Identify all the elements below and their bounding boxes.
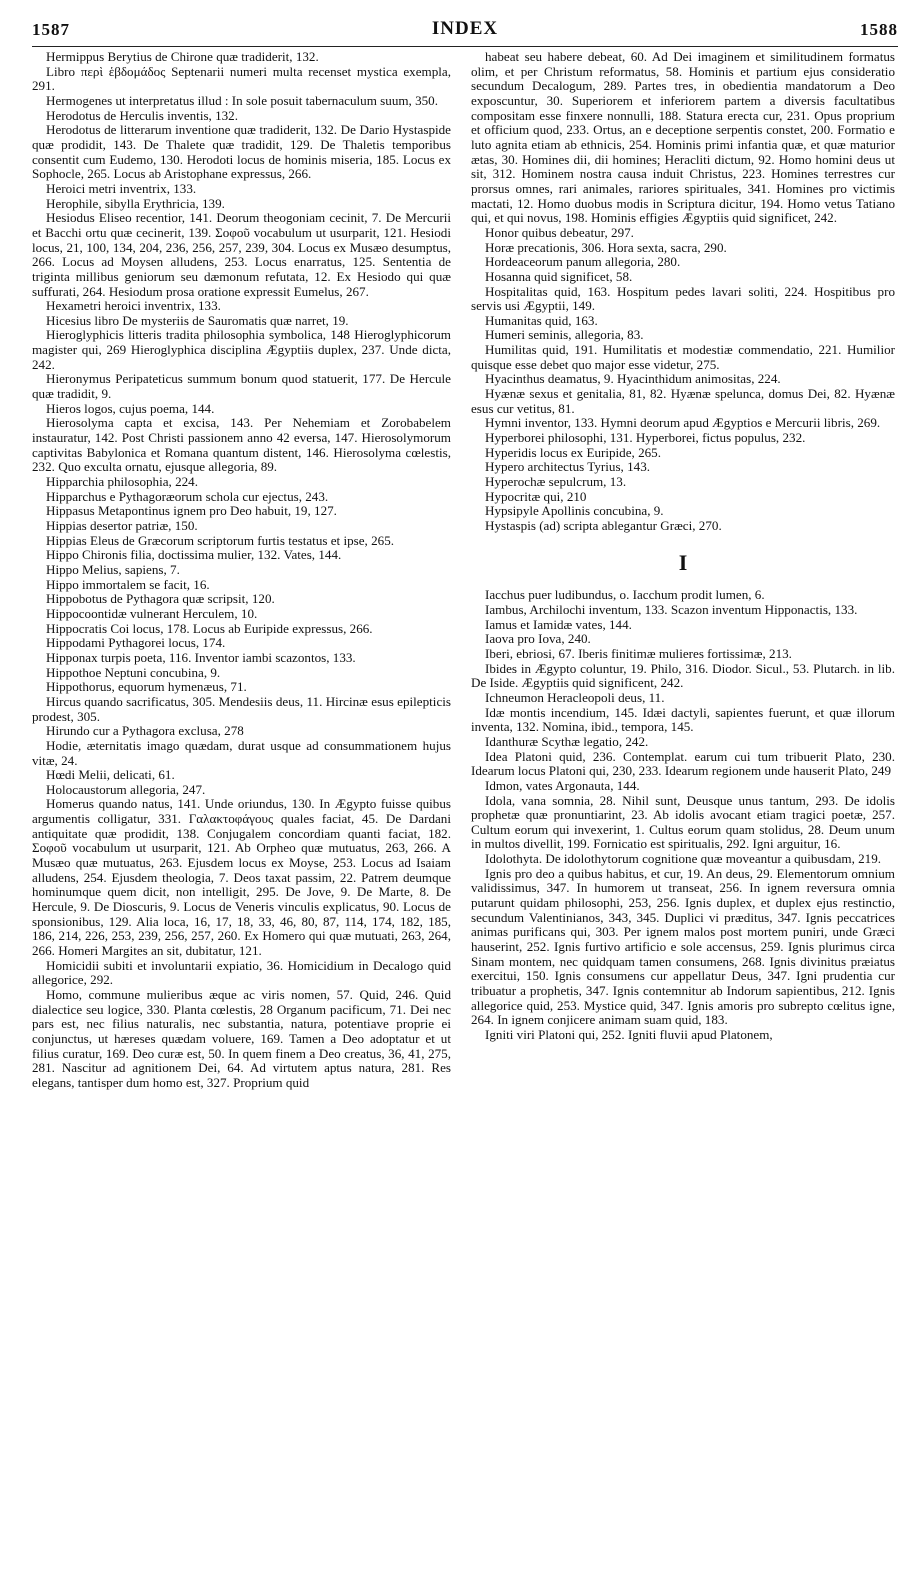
index-entry: Hermogenes ut interpretatus illud : In sole posuit tabernaculum suum, 350. [46, 92, 439, 108]
index-entry: Ibides in Ægypto coluntur, 19. Philo, 316. Diodor. Sicul., 53. Plutarch. in lib. De Iside. Ægyptiis quid significent, 242. [471, 660, 895, 691]
index-entry: Humanitas quid, 163. [485, 312, 598, 328]
index-entry: habeat seu habere debeat, 60. Ad Dei imaginem et similitudinem formatus olim, et per Christum reformatus, 58. Hominis et partium ejus consideratio secundum Decalogum, 289. Partes tres, in obedientia mandatorum a Deo exposcuntur, 30. Superiorem et inferiorem partem a diversis facultatibus compositam esse finxere nonnulli, 188. Statura erecta cur, 231. Opus proprium et officium quod, 233. Ortus, an e deceptione serpentis constet, 200. Formatio e luto agnita etiam ab ethnicis, 254. Hominis primi infantia quæ, et quæ maturior ætas, 30. Homines dii, dii homines; Heracliti dictum, 92. Homo homini deus ut sit, 312. Hominem nostra causa induit Christus, 223. Homines terrestres cur prorsus omnes, rari animales, rariores spirituales, 341. Homines pro victimis mactati, 12. Homo duobus modis in Scriptura dicitur, 194. Homo vetus Tatiano qui, et qui novus, 198. Hominis effigies Ægyptiis quid significet, 242. [471, 49, 895, 226]
index-entry: Hieros logos, cujus poema, 144. [46, 400, 215, 416]
index-entry: Hippocratis Coi locus, 178. Locus ab Euripide expressus, 266. [46, 620, 373, 636]
index-entry: Iberi, ebriosi, 67. Iberis finitimæ mulieres fortissimæ, 213. [485, 645, 792, 661]
index-entry: Hippias Eleus de Græcorum scriptorum furtis testatus et ipse, 265. [46, 532, 395, 548]
index-entry: Hospitalitas quid, 163. Hospitum pedes lavari soliti, 224. Hospitibus pro servis usi Ægyptii, 149. [471, 283, 895, 314]
index-entry: Hexametri heroici inventrix, 133. [46, 298, 221, 314]
index-entry: Hystaspis (ad) scripta ablegantur Græci, 270. [485, 518, 722, 533]
index-entry: Hippo immortalem se facit, 16. [46, 576, 210, 592]
index-entry: Idolothyta. De idolothytorum cognitione quæ moveantur a quibusdam, 219. [485, 851, 882, 867]
index-entry: Hypocritæ qui, 210 [485, 488, 587, 504]
index-entry: Hippias desertor patriæ, 150. [46, 518, 198, 533]
index-entry: Hipponax turpis poeta, 116. Inventor iambi scazontos, 133. [46, 649, 356, 665]
index-entry: Igniti viri Platoni qui, 252. Igniti fluvii apud Platonem, [485, 1027, 773, 1042]
index-entry: Hipparchus e Pythagoræorum schola cur ejectus, 243. [46, 488, 329, 504]
index-entry: Hordeaceorum panum allegoria, 280. [485, 254, 681, 270]
index-entry: Herophile, sibylla Erythricia, 139. [46, 195, 225, 211]
index-entry: Hœdi Melii, delicati, 61. [46, 767, 175, 783]
index-entry: Hippodami Pythagorei locus, 174. [46, 635, 226, 651]
index-entry: Horæ precationis, 306. Hora sexta, sacra, 290. [485, 239, 727, 255]
index-entry: Hesiodus Eliseo recentior, 141. Deorum theogoniam cecinit, 7. De Mercurii et Bacchi ortu quæ cecinerit, 139. Σοφοῦ vocabulum ut usurparit, 121. Hesiodi locus, 21, 100, 134, 204, 236, 256, 257, 239, 304. Locus ex Musæo desumptus, 266. Locus ad Moysen alludens, 253. Locus enarratus, 125. Sententia de triginta millibus geniorum seu dæmonum refutata, 12. Ex Hesiodo qui quæ suffurati, 264. Hesiodum prosa oratione expressit Eumelus, 267. [32, 210, 451, 299]
index-entry: Hypsipyle Apollinis concubina, 9. [485, 503, 664, 519]
index-entry: Hymni inventor, 133. Hymni deorum apud Ægyptios e Mercurii libris, 269. [485, 415, 881, 431]
index-entry: Hieronymus Peripateticus summum bonum quod statuerit, 177. De Hercule quæ tradidit, 9. [32, 371, 451, 402]
index-entry: Hyperochæ sepulcrum, 13. [485, 474, 627, 490]
right-page-number: 1588 [860, 20, 898, 39]
index-entry: Homerus quando natus, 141. Unde oriundus, 130. In Ægypto fuisse quibus argumentis colligatur, 331. Γαλακτοφάγους quales faciat, 45. De Dardani antiquitate quæ prodidit, 138. Conjugalem concordiam quanti faciat, 182. Σοφοῦ vocabulum ut usurparit, 121. Ab Orpheo quæ mutuatus, 263, 266. A Musæo quæ mutuatus, 263. Ejusdem locus ex Moyse, 253. Locus ad Isaiam alludens, 254. Ejusdem theologia, 7. Deos taxat passim, 22. Patrem deumque hominumque quem dicit, non intelligit, 295. De Jove, 9. De Marte, 8. De Hercule, 9. De Dioscuris, 9. Locus de Veneris vinculis explicatus, 90. Locus de sponsionibus, 129. Alia loca, 16, 17, 18, 33, 46, 80, 87, 114, 174, 182, 185, 186, 214, 226, 253, 239, 256, 257, 260. Ex Homero qui quæ mutuati, 263, 264, 266. Homeri Margites an sit, dubitatur, 121. [32, 796, 451, 959]
index-entry: Ignis pro deo a quibus habitus, et cur, 19. An deus, 29. Elementorum omnium validissimus, 347. In humorem ut transeat, 256. In ignem reversura omnia putarunt quidam philosophi, 253, 256. Ignis duplex, et duplex ejus restinctio, secundum Valentinianos, 343, 345. Duplici vi præditus, 347. Ignis peccatrices animas purificans qui, 303. Per ignem malos post mortem puniri, unde Græci hauserint, 252. Ignis furtivo artificio e sole accensus, 259. Ignis plurimus circa Sinam montem, nec quidquam tamen consumens, 268. Ignis divinitus præiatus exercitui, 150. Ignis consumens cur appellatur Deus, 347. Igni prudentia cur tribuatur a prophetis, 347. Ignis contemnitur ab Indorum sapientibus, 212. Ignis allegorice quid, 253. Mystice quid, 347. Ignis amoris pro subrepto cœlitus igne, 264. In ignem conjicere animam suam quid, 183. [471, 865, 895, 1028]
index-entry: Hermippus Berytius de Chirone quæ tradiderit, 132. [46, 49, 319, 64]
index-entry: Homo, commune mulieribus æque ac viris nomen, 57. Quid, 246. Quid dialectice seu logice, 330. Planta cœlestis, 28 Organum pacificum, 71. Dei nec pars est, nec filius naturalis, nec substantia, natura, potentiave proprie ei conjunctus, ut hæreses quædam voluere, 169. Tamen a Deo adoptatur et ut filius curatur, 169. Deo curæ est, 50. In quem finem a Deo creatus, 36, 41, 275, 281. Nascitur ad agnitionem Dei, 64. Ad virtutem aptus natura, 281. Res elegans, tantisper dum homo est, 327. Proprium quid [32, 987, 451, 1090]
index-entry: Hyænæ sexus et genitalia, 81, 82. Hyænæ spelunca, domus Dei, 82. Hyænæ esus cur vetitus, 81. [471, 386, 895, 416]
index-entry: Hieroglyphicis litteris tradita philosophia symbolica, 148 Hieroglyphicorum magister qui, 269 Hieroglyphica disciplina Ægyptiis duplex, 237. Unde dicta, 242. [32, 327, 451, 372]
index-entry: Hyperborei philosophi, 131. Hyperborei, fictus populus, 232. [485, 430, 806, 446]
index-entry: Heroici metri inventrix, 133. [46, 180, 197, 196]
index-entry: Idea Platoni quid, 236. Contemplat. earum cui tum tribuerit Plato, 230. Idearum locus Platoni qui, 230, 233. Idearum regionem unde hauserit Plato, 249 [471, 748, 895, 779]
index-entry: Hippo Melius, sapiens, 7. [46, 561, 180, 577]
right-column [471, 50, 895, 1043]
index-entry: Idæ montis incendium, 145. Idæi dactyli, sapientes fuerunt, et quæ illorum inventa, 132. Nomina, ibid., tempora, 145. [471, 704, 895, 735]
index-entry: Homicidii subiti et involuntarii expiatio, 36. Homicidium in Decalogo quid allegorice, 292. [32, 957, 451, 988]
index-entry: Libro περὶ ἑβδομάδος Septenarii numeri multa recenset mystica exempla, 291. [32, 63, 451, 94]
index-entry: Hyperidis locus ex Euripide, 265. [485, 444, 662, 460]
index-entry: Herodotus de litterarum inventione quæ tradiderit, 132. De Dario Hystaspide quæ prodidit, 143. De Thalete quæ tradidit, 129. De Thaletis temporibus consentit cum Eudemo, 130. Herodoti locus de hominis miseria, 185. Locus ex Sophocle, 265. Locus ab Aristophane expressus, 266. [32, 122, 451, 182]
index-entry: Hypero architectus Tyrius, 143. [485, 459, 651, 475]
index-entry: Hippasus Metapontinus ignem pro Deo habuit, 19, 127. [46, 503, 337, 519]
index-entry: Hircus quando sacrificatus, 305. Mendesiis deus, 11. Hircinæ esus epilepticis prodest, 305. [32, 693, 451, 724]
index-entry: Hipparchia philosophia, 224. [46, 474, 199, 490]
index-entry: Hodie, æternitatis imago quædam, durat usque ad consummationem hujus vitæ, 24. [32, 737, 451, 768]
index-entry: Hosanna quid significet, 58. [485, 268, 633, 284]
index-entry: Herodotus de Herculis inventis, 132. [46, 107, 239, 123]
index-entry: Hippocoontidæ vulnerant Herculem, 10. [46, 605, 258, 621]
left-page-number: 1587 [32, 20, 70, 39]
index-entry: Idmon, vates Argonauta, 144. [485, 777, 640, 793]
running-title: INDEX [431, 18, 499, 39]
index-entry: Hippothoe Neptuni concubina, 9. [46, 664, 221, 680]
index-entry: Idola, vana somnia, 28. Nihil sunt, Deusque unus tantum, 293. De idolis prophetæ quæ pronuntiarint, 23. Ab idolis avocant etiam tragici poetæ, 257. Cultum eorum qui invexerint, 1. Cultus eorum quam stolidus, 28. Deum unum in multos divellit, 199. Fornicatio est spiritualis, 292. Igni arguitur, 16. [471, 792, 895, 852]
index-entry: Ichneumon Heracleopoli deus, 11. [485, 689, 665, 705]
index-entry: Idanthuræ Scythæ legatio, 242. [485, 733, 649, 749]
index-entry: Iambus, Archilochi inventum, 133. Scazon inventum Hipponactis, 133. [485, 601, 858, 617]
index-entry: Humeri seminis, allegoria, 83. [485, 327, 644, 343]
index-entry: Hirundo cur a Pythagora exclusa, 278 [46, 723, 244, 739]
index-entry: Hierosolyma capta et excisa, 143. Per Nehemiam et Zorobabelem instauratur, 142. Post Christi passionem anno 42 eversa, 147. Hierosolymorum captivitas Babylonica et Romana quantum distent, 146. Hierosolyma cœlestis, 232. Quo exculta ornatu, ejusque allegoria, 89. [32, 415, 451, 475]
index-entry: Iacchus puer ludibundus, o. Iacchum prodit lumen, 6. [485, 587, 765, 603]
index-entry: Iamus et Iamidæ vates, 144. [485, 616, 632, 632]
section-letter-heading: I [678, 549, 688, 575]
index-entry: Iaova pro Iova, 240. [485, 631, 591, 647]
index-entry: Hicesius libro De mysteriis de Sauromatis quæ narret, 19. [46, 312, 349, 328]
page-header [32, 18, 898, 47]
index-entry: Hippo Chironis filia, doctissima mulier, 132. Vates, 144. [46, 547, 342, 563]
index-entry: Hippobotus de Pythagora quæ scripsit, 120. [46, 591, 275, 607]
index-entry: Hippothorus, equorum hymenæus, 71. [46, 679, 247, 695]
index-entry: Hyacinthus deamatus, 9. Hyacinthidum animositas, 224. [485, 371, 781, 387]
index-entry: Honor quibus debeatur, 297. [485, 224, 634, 240]
left-column [32, 50, 451, 1091]
index-entry: Humilitas quid, 191. Humilitatis et modestiæ commendatio, 221. Humilior quisque esse debet quo major esse videtur, 275. [471, 342, 895, 372]
index-entry: Holocaustorum allegoria, 247. [46, 781, 206, 797]
